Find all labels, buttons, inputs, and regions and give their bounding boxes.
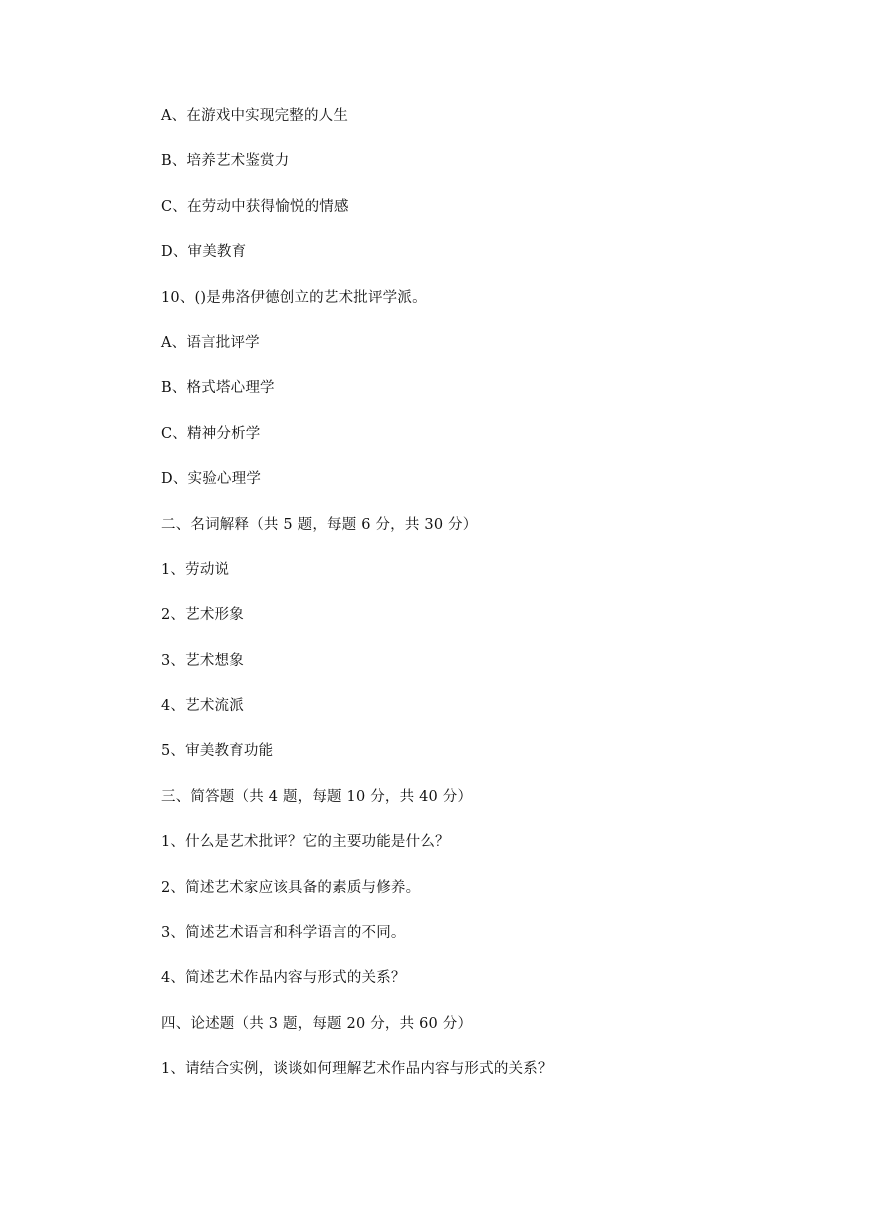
short-answer-item-3: 3、简述艺术语言和科学语言的不同。 <box>161 925 406 942</box>
option-d-q10: D、实验心理学 <box>161 471 262 488</box>
option-a-q9: A、在游戏中实现完整的人生 <box>161 108 349 124</box>
section-heading-terms: 二、名词解释（共 5 题，每题 6 分，共 30 分） <box>161 516 478 533</box>
short-answer-item-4: 4、简述艺术作品内容与形式的关系？ <box>161 970 406 987</box>
option-c-q10: C、精神分析学 <box>161 425 261 442</box>
exam-content <box>161 104 553 1103</box>
essay-item-1: 1、请结合实例，谈谈如何理解艺术作品内容与形式的关系？ <box>161 1061 553 1078</box>
question-10: 10、()是弗洛伊德创立的艺术批评学派。 <box>161 289 427 306</box>
term-item-2: 2、艺术形象 <box>161 607 244 624</box>
option-a-q10: A、语言批评学 <box>161 334 260 351</box>
option-c-q9: C、在劳动中获得愉悦的情感 <box>161 198 349 215</box>
short-answer-item-1: 1、什么是艺术批评？它的主要功能是什么？ <box>161 834 450 851</box>
term-item-1: 1、劳动说 <box>161 561 230 578</box>
term-item-3: 3、艺术想象 <box>161 652 244 669</box>
section-heading-essay: 四、论述题（共 3 题，每题 20 分，共 60 分） <box>161 1015 473 1032</box>
short-answer-item-2: 2、简述艺术家应该具备的素质与修养。 <box>161 879 421 896</box>
option-b-q10: B、格式塔心理学 <box>161 380 275 397</box>
term-item-4: 4、艺术流派 <box>161 698 244 715</box>
section-heading-short-answer: 三、简答题（共 4 题，每题 10 分，共 40 分） <box>161 788 473 805</box>
option-b-q9: B、培养艺术鉴赏力 <box>161 153 290 170</box>
option-d-q9: D、审美教育 <box>161 244 247 261</box>
term-item-5: 5、审美教育功能 <box>161 743 274 760</box>
